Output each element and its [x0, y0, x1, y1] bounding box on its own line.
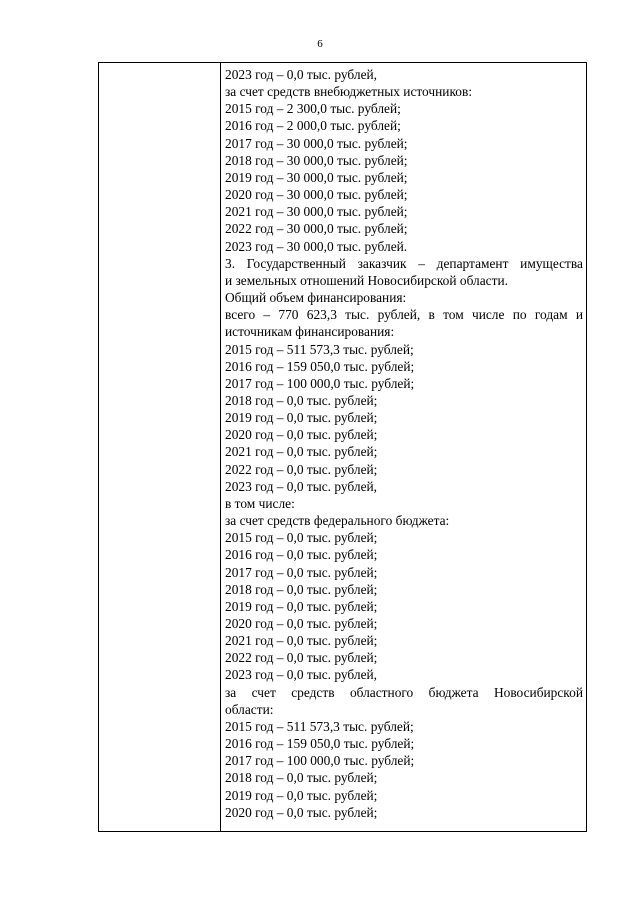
text-line: 2015 год – 2 300,0 тыс. рублей;	[225, 101, 401, 117]
text-line: 2018 год – 0,0 тыс. рублей;	[225, 770, 378, 786]
text-line: 2016 год – 0,0 тыс. рублей;	[225, 547, 378, 563]
text-line: за счет средств внебюджетных источников:	[225, 84, 473, 100]
text-line: 2022 год – 0,0 тыс. рублей;	[225, 461, 378, 477]
text-line: 2017 год – 0,0 тыс. рублей;	[225, 564, 378, 580]
text-line: 2019 год – 30 000,0 тыс. рублей;	[225, 169, 408, 185]
text-line: 2020 год – 0,0 тыс. рублей;	[225, 616, 378, 631]
text-line: 2015 год – 0,0 тыс. рублей;	[225, 530, 378, 546]
text-line: Общий объем финансирования:	[225, 290, 407, 306]
text-line: 3. Государственный заказчик – департамент имущества	[225, 255, 583, 271]
text-line: 2020 год – 0,0 тыс. рублей;	[225, 804, 378, 820]
text-line: 2016 год – 2 000,0 тыс. рублей;	[225, 118, 401, 134]
text-line: области:	[225, 701, 274, 717]
text-line: 2019 год – 0,0 тыс. рублей;	[225, 410, 378, 426]
text-line: 2021 год – 0,0 тыс. рублей;	[225, 633, 378, 649]
text-line: за счет средств областного бюджета Новосибирской	[225, 684, 583, 700]
table-left-cell	[99, 63, 221, 831]
text-line: 2019 год – 0,0 тыс. рублей;	[225, 598, 378, 614]
text-line: 2022 год – 30 000,0 тыс. рублей;	[225, 221, 408, 237]
text-line: 2016 год – 159 050,0 тыс. рублей;	[225, 736, 415, 752]
text-line: 2019 год – 0,0 тыс. рублей;	[225, 787, 378, 803]
text-line: 2017 год – 100 000,0 тыс. рублей;	[225, 375, 415, 391]
text-line: 2018 год – 30 000,0 тыс. рублей;	[225, 152, 408, 168]
text-line: 2017 год – 100 000,0 тыс. рублей;	[225, 753, 415, 769]
text-line: 2023 год – 30 000,0 тыс. рублей.	[225, 238, 408, 254]
text-line: всего – 770 623,3 тыс. рублей, в том числе по годам и	[225, 307, 583, 323]
text-line: 2018 год – 0,0 тыс. рублей;	[225, 392, 378, 408]
text-line: и земельных отношений Новосибирской области.	[225, 272, 508, 288]
text-line: источникам финансирования:	[225, 324, 395, 340]
text-line: 2023 год – 0,0 тыс. рублей,	[225, 478, 378, 494]
table-right-cell	[221, 63, 586, 831]
text-line: 2020 год – 30 000,0 тыс. рублей;	[225, 187, 408, 203]
text-line: 2022 год – 0,0 тыс. рублей;	[225, 650, 378, 666]
text-line: 2020 год – 0,0 тыс. рублей;	[225, 427, 378, 443]
text-line: за счет средств федерального бюджета:	[225, 513, 450, 529]
text-line: 2023 год – 0,0 тыс. рублей,	[225, 67, 378, 82]
text-line: в том числе:	[225, 495, 295, 511]
text-line: 2015 год – 511 573,3 тыс. рублей;	[225, 341, 414, 357]
text-line: 2016 год – 159 050,0 тыс. рублей;	[225, 358, 415, 374]
page-number: 6	[317, 38, 323, 50]
text-line: 2023 год – 0,0 тыс. рублей,	[225, 667, 378, 683]
financing-table	[98, 62, 587, 832]
text-line: 2021 год – 0,0 тыс. рублей;	[225, 444, 378, 460]
text-line: 2015 год – 511 573,3 тыс. рублей;	[225, 718, 414, 734]
text-line: 2021 год – 30 000,0 тыс. рублей;	[225, 204, 408, 220]
text-line: 2018 год – 0,0 тыс. рублей;	[225, 581, 378, 597]
text-line: 2017 год – 30 000,0 тыс. рублей;	[225, 135, 408, 151]
